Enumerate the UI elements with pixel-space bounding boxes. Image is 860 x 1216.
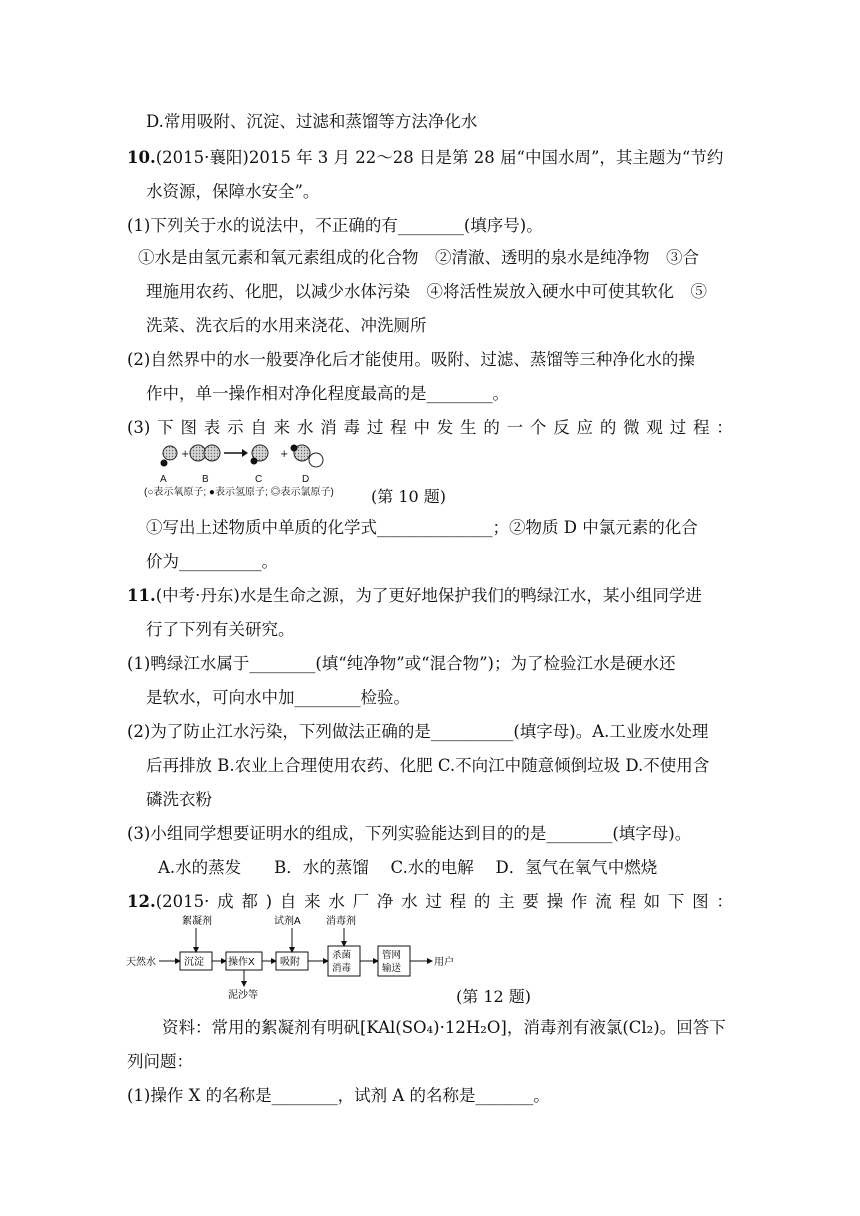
q10-part-3-char: 应 <box>576 418 594 437</box>
q12-intro-char: 流 <box>595 892 612 911</box>
q12-figure-caption: (第 12 题) <box>456 987 532 1006</box>
reaction-arrow <box>224 449 248 457</box>
flow-start-label: 天然水 <box>126 957 156 968</box>
q12-intro-char: 来 <box>304 892 321 911</box>
q11-part-3-options: A.水的蒸发 B．水的蒸馏 C.水的电解 D．氢气在氧气中燃烧 <box>158 858 658 877</box>
q12-intro-char: 程 <box>619 892 636 911</box>
q10-part-1: (1)下列关于水的说法中，不正确的有________(填序号)。 <box>127 216 543 235</box>
q11-part-2-line-2: 后再排放 B.农业上合理使用农药、化肥 C.不向江中随意倾倒垃圾 D.不使用含 <box>146 756 710 775</box>
flow-step-1-label: 沉淀 <box>184 957 204 968</box>
q10-part-1-options-1: ①水是由氢元素和氧元素组成的化合物 ②清澈、透明的泉水是纯净物 ③合 <box>138 248 699 267</box>
q10-part-3-char: 毒 <box>343 418 361 437</box>
q10-part-3-question-2: 价为__________。 <box>146 552 278 571</box>
q10-part-3-char: 过 <box>669 418 687 437</box>
flow-end-label: 用户 <box>434 957 454 968</box>
q11-part-1-line-2: 是软水，可向水中加________检验。 <box>146 688 410 707</box>
q12-intro-char: 水 <box>401 892 418 911</box>
label-b: B <box>202 474 209 485</box>
q12-intro-justified-line <box>127 890 733 914</box>
q10-part-3-char: 发 <box>436 418 454 437</box>
flow-step-4-label-bottom: 消毒 <box>332 963 352 974</box>
q12-intro-char: 都 <box>241 892 258 911</box>
flow-step-5-label-top: 管网 <box>382 950 402 961</box>
q11-number: 11. <box>127 586 156 605</box>
q12-intro-char: 自 <box>279 892 297 911</box>
flow-input-flocculant: 絮凝剂 <box>182 916 212 927</box>
q11-part-2-line-3: 磷洗衣粉 <box>146 790 212 809</box>
q10-part-3-char: ： <box>716 418 733 437</box>
q12-info-line-2: 列问题： <box>127 1052 193 1071</box>
flow-step-4-label-top: 杀菌 <box>332 950 352 961</box>
q10-part-3-char: 消 <box>320 418 337 437</box>
q10-part-3-char: 示 <box>227 418 244 437</box>
diagram-legend: (○表示氧原子; ●表示氢原子; ◎表示氯原子) <box>144 487 334 498</box>
q12-intro-char: 净 <box>376 892 394 911</box>
q12-intro-char: 的 <box>473 892 491 911</box>
q12-intro-char: ： <box>716 892 733 911</box>
q10-intro-line-2: 水资源，保障水安全”。 <box>146 182 320 201</box>
q10-part-3-char: 的 <box>483 418 500 437</box>
label-a: A <box>160 474 167 485</box>
svg-text:+: + <box>181 449 190 460</box>
q10-part-3-char: 反 <box>553 418 570 437</box>
q10-part-3-char: (3) <box>127 418 151 437</box>
q12-intro-char: 图 <box>692 892 709 911</box>
q10-intro-text: (2015·襄阳)2015 年 3 月 22～28 日是第 28 届“中国水周”，其主题为“节约 <box>155 148 724 167</box>
q10-part-3-char: 生 <box>460 418 477 437</box>
q10-part-3-char: 水 <box>296 418 314 437</box>
water-treatment-flowchart <box>126 912 466 1004</box>
q11-intro-line-2: 行了下列有关研究。 <box>146 620 295 639</box>
q12-intro-char: 厂 <box>352 892 370 911</box>
q10-part-3-char: 观 <box>646 418 663 437</box>
q11-part-2-line-1: (2)为了防止江水污染，下列做法正确的是__________(填字母)。A.工业废水处理 <box>127 722 709 741</box>
q12-intro-char: ) <box>265 892 273 911</box>
molecule-b-chlorine <box>190 445 220 461</box>
q12-part-1: (1)操作 X 的名称是________，试剂 A 的名称是_______。 <box>127 1086 550 1105</box>
svg-text:+: + <box>280 449 289 460</box>
flow-input-disinfectant: 消毒剂 <box>326 916 356 927</box>
q10-part-3-char: 来 <box>273 418 291 437</box>
q12-info-line-1: 资料：常用的絮凝剂有明矾[KAl(SO₄)·12H₂O]，消毒剂有液氯(Cl₂)。回答下 <box>162 1018 726 1037</box>
q10-part-3-char: 的 <box>599 418 617 437</box>
q10-part-3-justified-line <box>127 416 733 440</box>
molecule-c <box>251 445 269 465</box>
q12-intro-char: (2015· <box>155 892 210 911</box>
q12-intro-char: 程 <box>449 892 467 911</box>
q12-intro-char: 过 <box>425 892 442 911</box>
q10-part-3-char: 微 <box>623 418 640 437</box>
q10-part-3-char: 过 <box>366 418 384 437</box>
q10-part-3-char: 中 <box>413 418 430 437</box>
flow-step-5-label-bottom: 输送 <box>382 963 402 974</box>
q12-intro-char: 下 <box>667 892 685 911</box>
q11-intro-text: (中考·丹东)水是生命之源，为了更好地保护我们的鸭绿江水，某小组同学进 <box>155 586 702 605</box>
q10-part-1-options-3: 洗菜、洗衣后的水用来浇花、冲洗厕所 <box>146 316 427 335</box>
q11-part-1-line-1: (1)鸭绿江水属于________(填“纯净物”或“混合物”)；为了检验江水是硬水还 <box>127 654 676 673</box>
q9-option-d: D.常用吸附、沉淀、过滤和蒸馏等方法净化水 <box>146 112 478 131</box>
q12-number: 12. <box>127 892 156 911</box>
q10-part-2-line-2: 作中，单一操作相对净化程度最高的是________。 <box>146 384 509 403</box>
q10-intro-line-1 <box>127 146 723 170</box>
q10-part-1-options-2: 理施用农药、化肥，以减少水体污染 ④将活性炭放入硬水中可使其软化 ⑤ <box>146 282 707 301</box>
flow-step-2-label: 操作X <box>228 957 255 968</box>
q12-intro-char: 作 <box>570 892 588 911</box>
flow-input-reagent-a: 试剂A <box>274 916 301 927</box>
label-c: C <box>255 474 263 485</box>
q10-part-3-char: 程 <box>693 418 710 437</box>
q12-intro-char: 水 <box>328 892 345 911</box>
q10-figure-caption: (第 10 题) <box>371 487 447 506</box>
q10-part-3-char: 表 <box>203 418 221 437</box>
q12-intro-char: 要 <box>522 892 539 911</box>
molecule-d <box>291 445 324 468</box>
q10-number: 10. <box>127 148 156 167</box>
q10-part-3-char: 一 <box>506 418 524 437</box>
q11-intro-line-1 <box>127 584 702 608</box>
q11-part-3: (3)小组同学想要证明水的组成，下列实验能达到目的的是________(填字母)。 <box>127 824 692 843</box>
q12-intro-char: 操 <box>546 892 564 911</box>
q10-part-3-question-1: ①写出上述物质中单质的化学式______________；②物质 D 中氯元素的化合 <box>146 518 698 537</box>
q12-number-wrap <box>127 890 209 914</box>
q10-part-2-line-1: (2)自然界中的水一般要净化后才能使用。吸附、过滤、蒸馏等三种净化水的操 <box>127 350 695 369</box>
q10-part-3-char: 程 <box>390 418 407 437</box>
molecule-a-hydrogen-chloride <box>161 446 178 467</box>
q12-intro-char: 如 <box>643 892 661 911</box>
q10-part-3-char: 自 <box>250 418 267 437</box>
q10-part-3-char: 个 <box>529 418 547 437</box>
q10-part-3-char: 图 <box>180 418 197 437</box>
label-d: D <box>302 474 310 485</box>
flow-step-3-label: 吸附 <box>280 957 300 968</box>
q12-intro-char: 主 <box>498 892 515 911</box>
q12-intro-char: 成 <box>217 892 234 911</box>
q10-part-3-char: 下 <box>157 418 174 437</box>
flow-output-sediment: 泥沙等 <box>228 990 258 1001</box>
